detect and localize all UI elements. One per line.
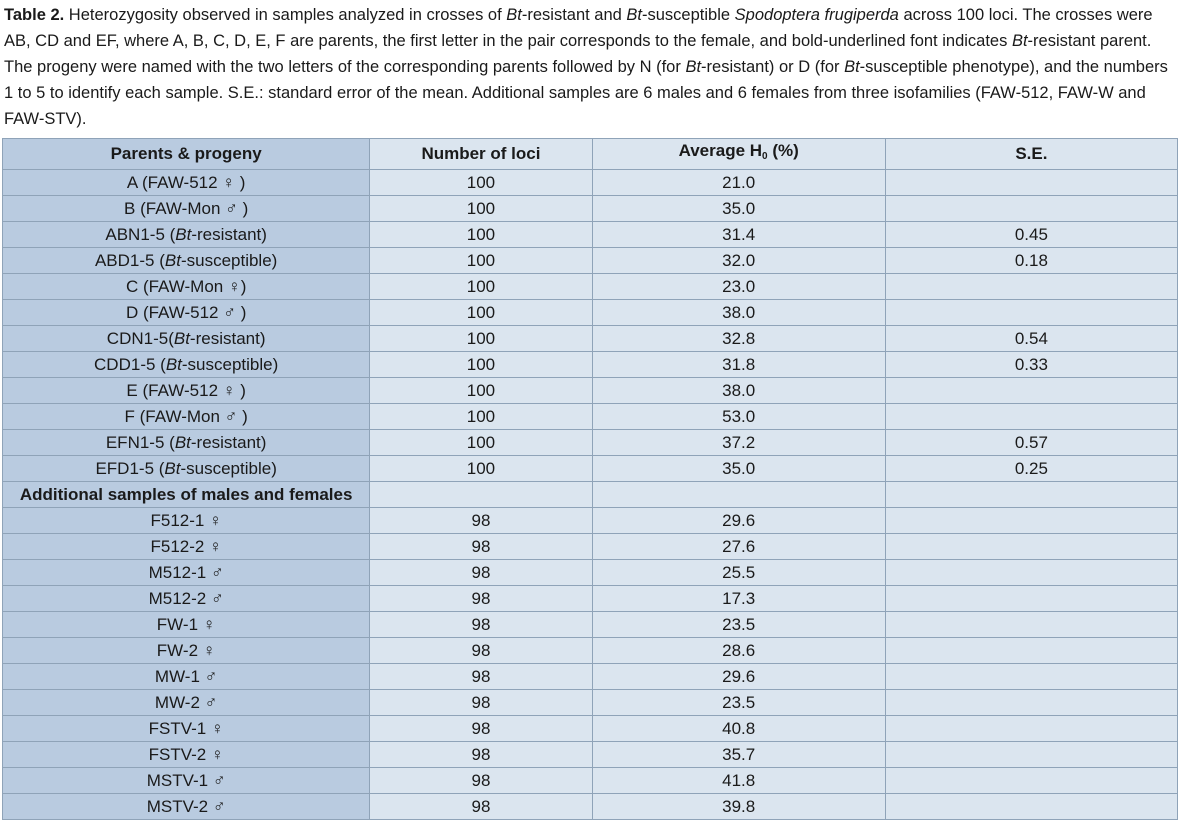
caption-text: Heterozygosity observed in samples analyzed in crosses of: [64, 6, 507, 24]
average-h0-cell: 29.6: [592, 508, 885, 534]
table-row: [3, 768, 1178, 794]
table-row: [3, 612, 1178, 638]
table-row: [3, 664, 1178, 690]
sample-name-cell: [3, 352, 370, 378]
sample-name: B (FAW-Mon ♂ ): [124, 198, 249, 218]
loci-cell: 100: [370, 352, 592, 378]
sample-name-cell: MSTV-2 ♂: [3, 794, 370, 820]
sample-name-cell: [3, 378, 370, 404]
sample-name-cell: [3, 404, 370, 430]
average-h0-cell: 21.0: [592, 170, 885, 196]
sample-name-cell: [3, 196, 370, 222]
table-row: [3, 638, 1178, 664]
se-cell: [885, 508, 1177, 534]
average-h0-cell: 40.8: [592, 716, 885, 742]
table-row: [3, 170, 1178, 196]
se-cell: [885, 716, 1177, 742]
table-header-row: [3, 139, 1178, 170]
caption-text: -resistant) or D (for: [701, 58, 845, 76]
sample-name-cell: [3, 430, 370, 456]
table-row: [3, 222, 1178, 248]
se-cell: 0.57: [885, 430, 1177, 456]
se-cell: 0.18: [885, 248, 1177, 274]
loci-cell: 100: [370, 430, 592, 456]
loci-cell: 98: [370, 716, 592, 742]
caption-text: -susceptible phenotype), and the numbers 1 to 5 to identify each sample. S.E.: standard error of the mean. Additional samples are 6 males and 6 females from three isofamilies (FAW-512, FAW-W and FAW-STV).: [4, 58, 1168, 128]
sample-name-cell: [3, 456, 370, 482]
caption-species: Spodoptera frugiperda: [734, 6, 899, 24]
sample-name: EFD1-5 (: [95, 458, 165, 478]
table-row: [3, 742, 1178, 768]
sample-name-cell: M512-2 ♂: [3, 586, 370, 612]
sample-name: D (FAW-512 ♂ ): [125, 302, 247, 322]
header-average-h0-main: Average H: [678, 141, 763, 160]
loci-cell: 98: [370, 534, 592, 560]
heterozygosity-table: [2, 138, 1178, 820]
table-caption: [4, 2, 1177, 132]
sample-name-italic: Bt: [165, 354, 182, 374]
sample-name-cell: FSTV-2 ♀: [3, 742, 370, 768]
loci-cell: 98: [370, 690, 592, 716]
sample-name: A (FAW-512 ♀ ): [126, 172, 246, 192]
table-row: [3, 534, 1178, 560]
table-row: [3, 456, 1178, 482]
average-h0-cell: 29.6: [592, 664, 885, 690]
table-row: [3, 716, 1178, 742]
loci-cell: 100: [370, 378, 592, 404]
header-standard-error: S.E.: [885, 139, 1177, 170]
loci-cell: 98: [370, 768, 592, 794]
loci-cell: 100: [370, 222, 592, 248]
sample-name: ABN1-5 (: [105, 224, 176, 244]
sample-name-cell: M512-1 ♂: [3, 560, 370, 586]
sample-name: F (FAW-Mon ♂ ): [124, 406, 248, 426]
sample-name: ABD1-5 (: [94, 250, 165, 270]
sample-name-italic: Bt: [173, 328, 190, 348]
sample-name-cell: [3, 248, 370, 274]
average-h0-cell: 31.4: [592, 222, 885, 248]
sample-name-cell: FW-1 ♀: [3, 612, 370, 638]
se-cell: [885, 768, 1177, 794]
se-cell: [885, 664, 1177, 690]
sample-name-cell: F512-1 ♀: [3, 508, 370, 534]
average-h0-cell: 23.5: [592, 690, 885, 716]
se-cell: [885, 612, 1177, 638]
se-cell: [885, 742, 1177, 768]
caption-text: Bt: [1011, 32, 1028, 50]
caption-text: -susceptible: [642, 6, 735, 24]
caption-text: Bt: [506, 6, 522, 24]
loci-cell: 100: [370, 196, 592, 222]
loci-cell: 100: [370, 404, 592, 430]
table-cell: [592, 482, 885, 508]
sample-name-cell: [3, 300, 370, 326]
loci-cell: 100: [370, 300, 592, 326]
caption-text: -resistant and: [521, 6, 627, 24]
loci-cell: 98: [370, 586, 592, 612]
loci-cell: 98: [370, 560, 592, 586]
sample-name-suffix: -resistant): [190, 432, 267, 452]
section-title: Additional samples of males and females: [3, 482, 370, 508]
table-row: [3, 300, 1178, 326]
average-h0-cell: 23.5: [592, 612, 885, 638]
sample-name-cell: [3, 326, 370, 352]
sample-name-italic: Bt: [174, 432, 191, 452]
average-h0-cell: 35.7: [592, 742, 885, 768]
table-row: [3, 248, 1178, 274]
table-cell: [370, 482, 592, 508]
sample-name: C (FAW-Mon ♀): [125, 276, 247, 296]
sample-name-suffix: -susceptible): [180, 458, 277, 478]
average-h0-cell: 37.2: [592, 430, 885, 456]
sample-name: CDN1-5(: [106, 328, 174, 348]
table-row: [3, 274, 1178, 300]
se-cell: [885, 196, 1177, 222]
sample-name-italic: Bt: [175, 224, 192, 244]
table-row: [3, 430, 1178, 456]
se-cell: [885, 170, 1177, 196]
table-row: [3, 326, 1178, 352]
se-cell: 0.45: [885, 222, 1177, 248]
se-cell: [885, 274, 1177, 300]
caption-text: Bt: [844, 58, 860, 76]
average-h0-cell: 35.0: [592, 456, 885, 482]
sample-name-suffix: -susceptible): [180, 250, 278, 270]
loci-cell: 100: [370, 274, 592, 300]
crosses-body: [3, 170, 1178, 482]
header-average-h0-subscript: 0: [762, 151, 768, 162]
sample-name-suffix: -resistant): [191, 224, 267, 244]
loci-cell: 100: [370, 248, 592, 274]
caption-text: Bt: [626, 6, 643, 24]
se-cell: [885, 378, 1177, 404]
se-cell: 0.54: [885, 326, 1177, 352]
caption-text: -resistant parent. The progeny were named with the two letters of the corresponding parents followed by N (for: [4, 32, 1152, 76]
average-h0-cell: 39.8: [592, 794, 885, 820]
sample-name-cell: [3, 222, 370, 248]
additional-body: [3, 508, 1178, 820]
sample-name-cell: [3, 274, 370, 300]
header-average-h0: [592, 139, 885, 170]
caption-label: Table 2.: [4, 6, 65, 24]
se-cell: [885, 404, 1177, 430]
average-h0-cell: 17.3: [592, 586, 885, 612]
sample-name: EFN1-5 (: [105, 432, 175, 452]
se-cell: [885, 300, 1177, 326]
average-h0-cell: 32.8: [592, 326, 885, 352]
table-row: [3, 352, 1178, 378]
sample-name-cell: MW-1 ♂: [3, 664, 370, 690]
sample-name-cell: [3, 170, 370, 196]
header-average-h0-suffix: (%): [767, 141, 799, 160]
caption-text: across 100 loci. The crosses were AB, CD and EF, where A, B, C, D, E, F are parents, the first letter in the pair corresponds to the female, and bold-underlined font indicates: [4, 6, 1153, 50]
sample-name: E (FAW-512 ♀ ): [126, 380, 246, 400]
loci-cell: 98: [370, 794, 592, 820]
loci-cell: 98: [370, 664, 592, 690]
average-h0-cell: 38.0: [592, 378, 885, 404]
sample-name-suffix: -susceptible): [181, 354, 279, 374]
section-body: [3, 482, 1178, 508]
se-cell: [885, 586, 1177, 612]
loci-cell: 98: [370, 508, 592, 534]
sample-name-cell: MSTV-1 ♂: [3, 768, 370, 794]
se-cell: [885, 638, 1177, 664]
sample-name: CDD1-5 (: [94, 354, 166, 374]
average-h0-cell: 53.0: [592, 404, 885, 430]
table-row: [3, 690, 1178, 716]
table-cell: [885, 482, 1177, 508]
header-parents-progeny: Parents & progeny: [3, 139, 370, 170]
loci-cell: 100: [370, 326, 592, 352]
average-h0-cell: 38.0: [592, 300, 885, 326]
se-cell: 0.25: [885, 456, 1177, 482]
table-row: [3, 196, 1178, 222]
table-row: [3, 586, 1178, 612]
table-row: [3, 404, 1178, 430]
sample-name-cell: MW-2 ♂: [3, 690, 370, 716]
table-row: [3, 378, 1178, 404]
average-h0-cell: 28.6: [592, 638, 885, 664]
table-row: [3, 794, 1178, 820]
average-h0-cell: 27.6: [592, 534, 885, 560]
loci-cell: 98: [370, 742, 592, 768]
table-row: [3, 508, 1178, 534]
loci-cell: 98: [370, 638, 592, 664]
se-cell: [885, 794, 1177, 820]
table-row: [3, 560, 1178, 586]
loci-cell: 100: [370, 456, 592, 482]
se-cell: 0.33: [885, 352, 1177, 378]
average-h0-cell: 23.0: [592, 274, 885, 300]
sample-name-cell: FW-2 ♀: [3, 638, 370, 664]
sample-name-suffix: -resistant): [189, 328, 266, 348]
caption-text: Bt: [685, 58, 702, 76]
sample-name-cell: F512-2 ♀: [3, 534, 370, 560]
header-number-of-loci: Number of loci: [370, 139, 592, 170]
sample-name-italic: Bt: [164, 458, 181, 478]
average-h0-cell: 31.8: [592, 352, 885, 378]
average-h0-cell: 35.0: [592, 196, 885, 222]
se-cell: [885, 690, 1177, 716]
average-h0-cell: 25.5: [592, 560, 885, 586]
average-h0-cell: 32.0: [592, 248, 885, 274]
average-h0-cell: 41.8: [592, 768, 885, 794]
loci-cell: 100: [370, 170, 592, 196]
loci-cell: 98: [370, 612, 592, 638]
sample-name-cell: FSTV-1 ♀: [3, 716, 370, 742]
se-cell: [885, 560, 1177, 586]
sample-name-italic: Bt: [164, 250, 181, 270]
section-row: [3, 482, 1178, 508]
se-cell: [885, 534, 1177, 560]
